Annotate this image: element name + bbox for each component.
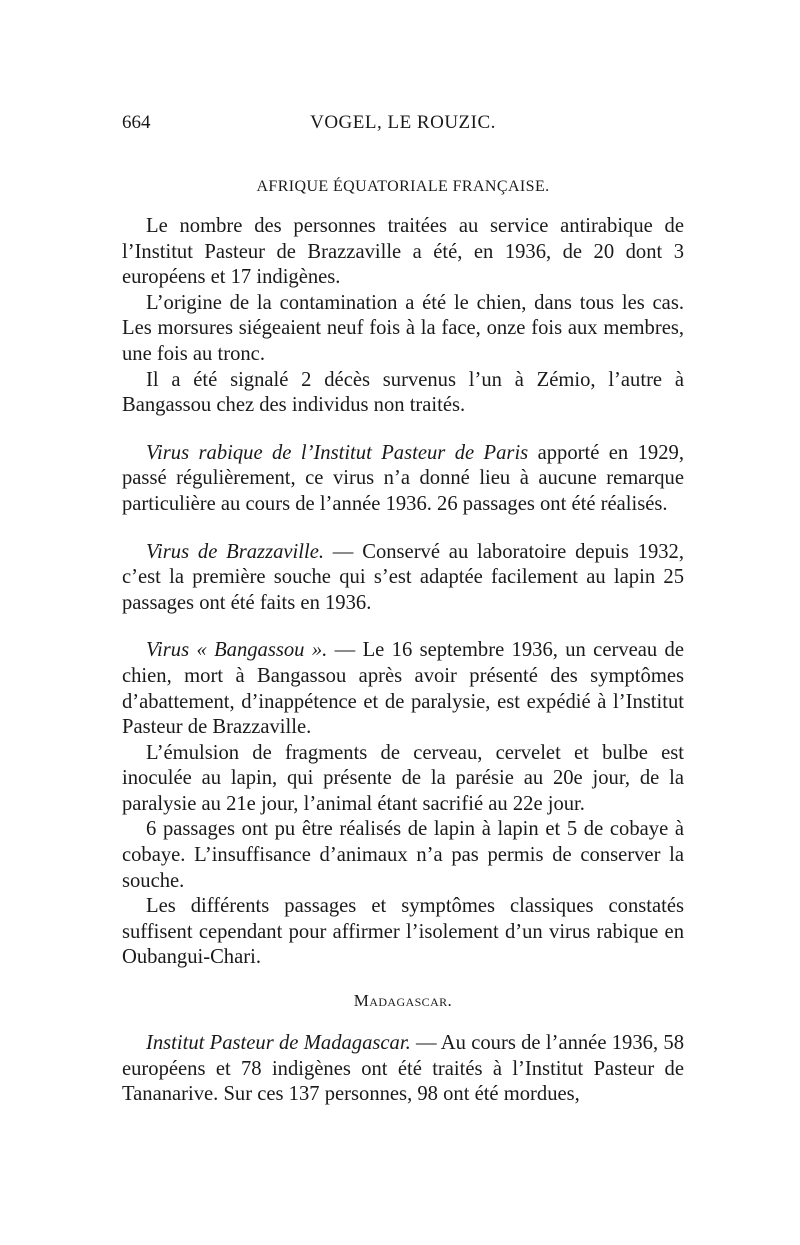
section-title-madagascar: Madagascar. — [353, 991, 453, 1011]
paragraph-text-virus-bangassou: — Le 16 septembre 1936, un cerveau de chien, mort à Bangassou après avoir présenté des symptômes d’abattement, d’inappétence et de paralysie, est expédié à l’Institut Pasteur de Brazzaville. — [122, 639, 684, 739]
paragraph-deaths: Il a été signalé 2 décès survenus l’un à Zémio, l’autre à Bangassou chez des individus non traités. — [122, 368, 684, 417]
paragraph-passages: 6 passages ont pu être réalisés de lapin à lapin et 5 de cobaye à cobaye. L’insuffisance d’animaux n’a pas permis de conserver la souche. — [122, 818, 684, 892]
paragraph-contamination-origin: L’origine de la contamination a été le chien, dans tous les cas. Les morsures siégeaient neuf fois à la face, onze fois aux membres, une fois au tronc. — [122, 291, 684, 365]
paragraph-virus-paris — [122, 441, 684, 518]
paragraph-lead-virus-brazzaville: Virus de Brazzaville. — [146, 540, 324, 563]
document-page — [122, 112, 684, 1108]
section-afrique-body — [122, 214, 684, 419]
paragraph-text-virus-brazzaville: — Conservé au laboratoire depuis 1932, c’est la première souche qui s’est adaptée facilement au lapin 25 passages ont été faits en 1936. — [122, 540, 684, 614]
page-header — [122, 112, 684, 138]
section-virus-bangassou — [122, 638, 684, 971]
paragraph-institut-madagascar — [122, 1031, 684, 1108]
paragraph-conclusion: Les différents passages et symptômes classiques constatés suffisent cependant pour affirmer l’isolement d’un virus rabique en Oubangui-Chari. — [122, 895, 684, 969]
paragraph-lead-virus-bangassou: Virus « Bangassou ». — [146, 639, 328, 662]
paragraph-emulsion: L’émulsion de fragments de cerveau, cervelet et bulbe est inoculée au lapin, qui présente de la parésie au 20e jour, de la paralysie au 21e jour, l’animal étant sacrifié au 22e jour. — [122, 741, 684, 815]
section-title-afrique: AFRIQUE ÉQUATORIALE FRANÇAISE. — [256, 178, 550, 195]
page-number: 664 — [122, 112, 151, 133]
paragraph-lead-virus-paris: Virus rabique de l’Institut Pasteur de Paris — [146, 441, 529, 464]
paragraph-lead-institut-madagascar: Institut Pasteur de Madagascar. — [146, 1032, 411, 1055]
paragraph-virus-brazzaville — [122, 540, 684, 617]
paragraph-virus-bangassou — [122, 638, 684, 740]
paragraph-treated-count: Le nombre des personnes traitées au service antirabique de l’Institut Pasteur de Brazzaville a été, en 1936, de 20 dont 3 européens et 17 indigènes. — [122, 215, 684, 289]
running-head: VOGEL, LE ROUZIC. — [310, 112, 496, 133]
paragraph-text-virus-paris: apporté en 1929, passé régulièrement, ce virus n’a donné lieu à aucune remarque particulière au cours de l’année 1936. 26 passages ont été réalisés. — [122, 441, 684, 515]
paragraph-text-institut-madagascar: — Au cours de l’année 1936, 58 européens et 78 indigènes ont été traités à l’Institut Pasteur de Tananarive. Sur ces 137 personnes, 98 ont été mordues, — [122, 1032, 684, 1106]
